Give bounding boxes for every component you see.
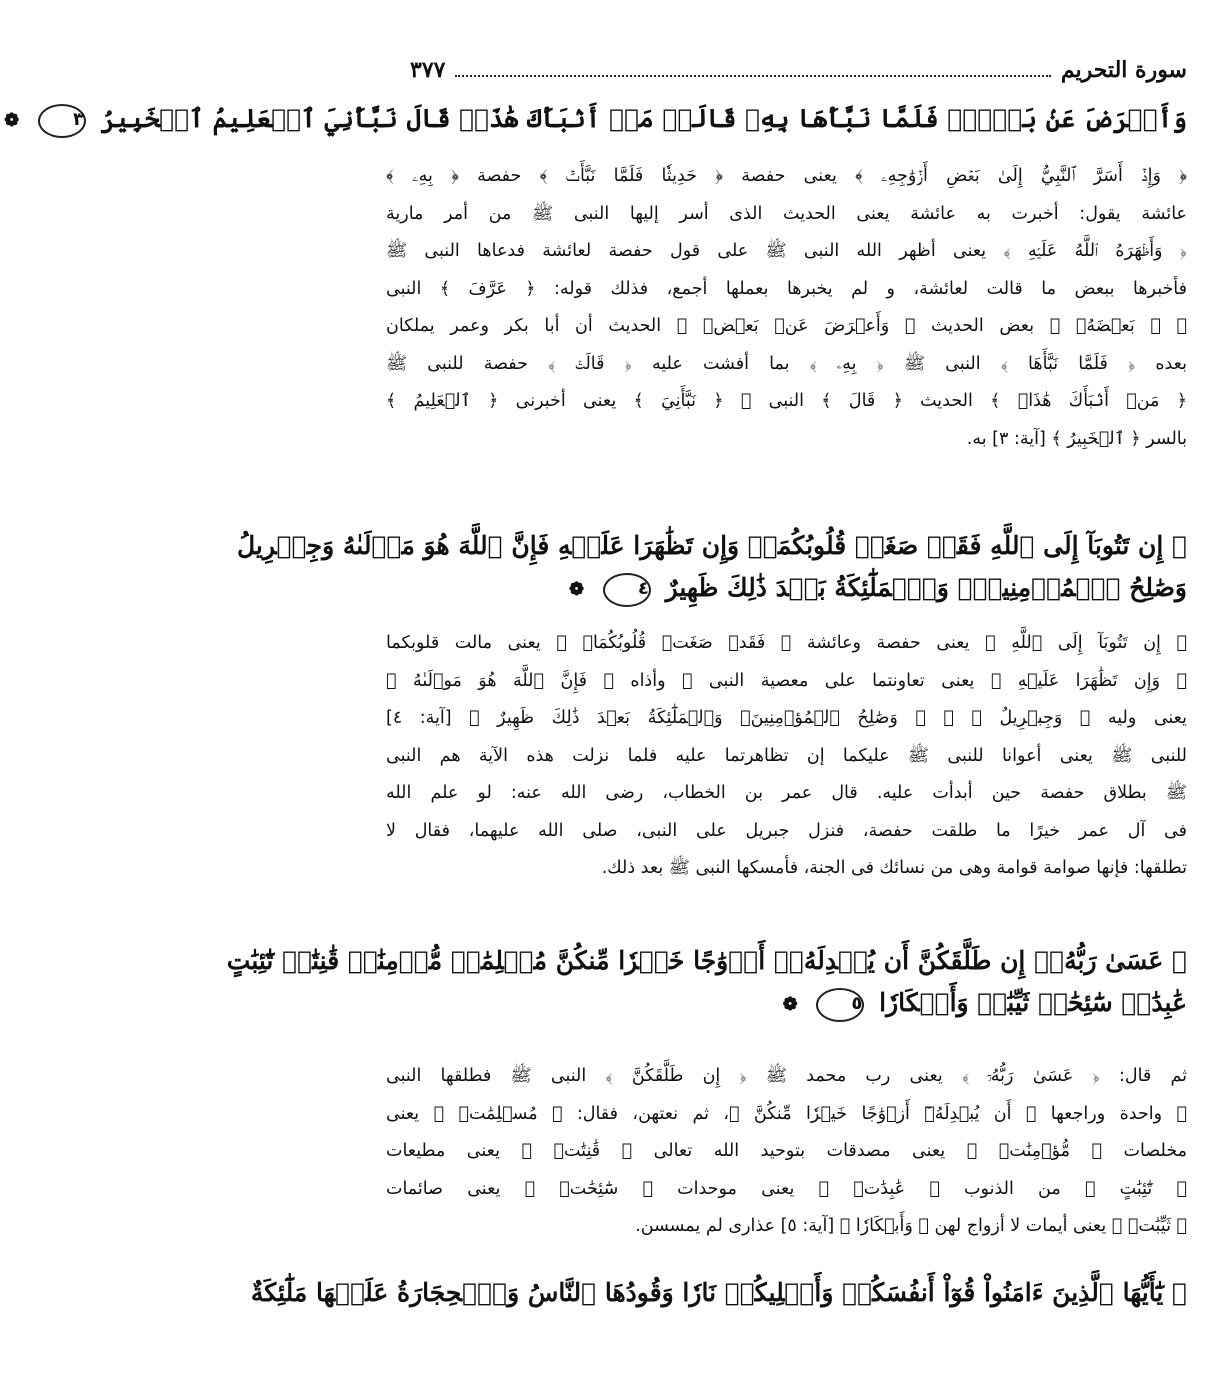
tafsir-line: ﴿ وَإِذۡ أَسَرَّ ٱلنَّبِيُّ إِلَىٰ بَعۡضِ أَزۡوَٰجِهِۦ ﴾ يعنى حفصة ﴿ حَدِيثٗا فَلَمَّا نَبَّأَتۡ ﴾ حفصة ﴿ بِهِۦ ﴾	[386, 166, 1187, 186]
tafsir-line: ﴿ إِن تَتُوبَآ إِلَى ٱللَّهِ ﴾ يعنى حفصة وعائشة ﴿ فَقَدۡ صَغَتۡ قُلُوبُكُمَاۖ ﴾ يعنى مالت قلوبكما	[386, 633, 1187, 653]
quran-verse-5	[226, 940, 1187, 1026]
tafsir-line: ﷺ ﴿ بَعۡضَهُۥ ﴾ بعض الحديث ﴿ وَأَعۡرَضَ عَنۢ بَعۡضٖ ﴾ الحديث أن أبا بكر وعمر يملكان	[386, 316, 1187, 336]
tafsir-line: ﴿ وَإِن تَظَٰهَرَا عَلَيۡهِ ﴾ يعنى تعاونتما على معصية النبى ﷺ وأذاه ﴿ فَإِنَّ ٱللَّهَ هُوَ مَوۡلَىٰهُ ﴾	[386, 670, 1187, 691]
flower-ornament-icon: ❁	[782, 993, 798, 1015]
verse-line: عَٰبِدَٰتٖ سَٰٓئِحَٰتٖ ثَيِّبَٰتٖ وَأَبۡكَارٗا	[879, 988, 1187, 1017]
page-number: ٣٧٧	[410, 57, 446, 83]
tafsir-line: ﴿ وَأَظۡهَرَهُ ٱللَّهُ عَلَيۡهِ ﴾ يعنى أظهر الله النبى ﷺ على قول حفصة لعائشة فدعاها النبى ﷺ	[386, 241, 1187, 261]
flower-ornament-icon: ❁	[569, 578, 585, 600]
quran-verse-6	[250, 1272, 1187, 1314]
page-header	[410, 50, 1187, 90]
verse-line: ﴿ إِن تَتُوبَآ إِلَى ٱللَّهِ فَقَدۡ صَغَتۡ قُلُوبُكُمَاۖ وَإِن تَظَٰهَرَا عَلَيۡهِ فَإِنَّ ٱللَّهَ هُوَ مَوۡلَىٰهُ وَجِبۡرِيلُ	[236, 531, 1187, 560]
verse-line: ﴿ عَسَىٰ رَبُّهُۥٓ إِن طَلَّقَكُنَّ أَن يُبۡدِلَهُۥٓ أَزۡوَٰجًا خَيۡرٗا مِّنكُنَّ مُسۡلِمَٰتٖ مُّؤۡمِنَٰتٖ قَٰنِتَٰتٖ تَٰٓئِبَٰتٍ	[226, 946, 1187, 975]
quran-verse-4	[236, 525, 1187, 611]
tafsir-verse-4	[386, 625, 1187, 888]
ayah-number-marker: ٥	[816, 988, 864, 1022]
verse-line: ﴿ يَٰٓأَيُّهَا ٱلَّذِينَ ءَامَنُواْ قُوٓاْ أَنفُسَكُمۡ وَأَهۡلِيكُمۡ نَارٗا وَقُودُهَا ٱلنَّاسُ وَٱلۡحِجَارَةُ عَلَيۡهَا مَلَٰٓئِكَةٌ	[250, 1278, 1187, 1307]
tafsir-line: ﴿ ثَيِّبَٰتٖ ﴾ يعنى أيمات لا أزواج لهن ﴿ وَأَبۡكَارٗا ﴾ [آية: ٥] عذارى لم يمسسن.	[635, 1216, 1187, 1236]
tafsir-line: مخلصات ﴿ مُّؤۡمِنَٰتٖ ﴾ يعنى مصدقات بتوحيد الله تعالى ﴿ قَٰنِتَٰتٖ ﴾ يعنى مطيعات	[386, 1141, 1187, 1161]
tafsir-line: تطلقها: فإنها صوامة قوامة وهى من نسائك فى الجنة، فأمسكها النبى ﷺ بعد ذلك.	[601, 858, 1187, 878]
ayah-number-marker: ٣	[38, 104, 86, 138]
tafsir-line: عائشة يقول: أخبرت به عائشة يعنى الحديث الذى أسر إليها النبى ﷺ من أمر مارية	[386, 203, 1187, 224]
quran-verse-3	[4, 98, 1187, 142]
tafsir-line: ﴿ تَٰٓئِبَٰتٍ ﴾ من الذنوب ﴿ عَٰبِدَٰتٖ ﴾ يعنى موحدات ﴿ سَٰٓئِحَٰتٖ ﴾ يعنى صائمات	[386, 1178, 1187, 1199]
book-page	[4, 0, 1217, 1374]
tafsir-line: يعنى وليه ﴿ وَجِبۡرِيلُ ﴾ ﷺ ﴿ وَصَٰلِحُ ٱلۡمُؤۡمِنِينَۖ وَٱلۡمَلَٰٓئِكَةُ بَعۡدَ ذَٰلِكَ ظَهِيرٌ ﴾ [آية: ٤]	[386, 708, 1187, 728]
tafsir-line: ثم قال: ﴿ عَسَىٰ رَبُّهُۥٓ ﴾ يعنى رب محمد ﷺ ﴿ إِن طَلَّقَكُنَّ ﴾ النبى ﷺ فطلقها النبى	[386, 1066, 1187, 1086]
tafsir-verse-5	[386, 1058, 1187, 1246]
tafsir-line: ﷺ واحدة وراجعها ﴿ أَن يُبۡدِلَهُۥٓ أَزۡوَٰجًا خَيۡرٗا مِّنكُنَّ ﴾، ثم نعتهن، فقال: ﴿ مُسۡلِمَٰتٖ ﴾ يعنى	[386, 1103, 1187, 1124]
tafsir-line: فى آل عمر خيرًا ما طلقت حفصة، فنزل جبريل على النبى، صلى الله عليهما، فقال لا	[386, 820, 1187, 841]
tafsir-line: بالسر ﴿ ٱلۡخَبِيرُ ﴾ [آية: ٣] به.	[966, 428, 1187, 449]
ayah-number-marker: ٤	[603, 573, 651, 607]
header-dotted-leader	[455, 75, 1050, 77]
verse-line: وَصَٰلِحُ ٱلۡمُؤۡمِنِينَۖ وَٱلۡمَلَٰٓئِكَةُ بَعۡدَ ذَٰلِكَ ظَهِيرٌ	[665, 573, 1187, 602]
verse-text: وَأَعۡرَضَ عَنۢ بَعۡضٖۖ فَلَمَّا نَبَّأَهَا بِهِۦ قَالَتۡ مَنۡ أَنۢبَأَكَ هَٰذَاۖ قَالَ نَبَّأَنِيَ ٱلۡعَلِيمُ ٱلۡخَبِيرُ	[100, 104, 1187, 133]
tafsir-line: للنبى ﷺ يعنى أعوانا للنبى ﷺ عليكما إن تظاهرتما عليه فلما نزلت هذه الآية هم النبى	[386, 745, 1187, 766]
flower-ornament-icon: ❁	[4, 109, 20, 131]
tafsir-line: ﷺ بطلاق حفصة حين أبدأت عليه. قال عمر بن الخطاب، رضى الله عنه: لو علم الله	[386, 783, 1187, 803]
tafsir-verse-3	[386, 158, 1187, 458]
tafsir-line: بعده ﴿ فَلَمَّا نَبَّأَهَا ﴾ النبى ﷺ ﴿ بِهِۦ ﴾ بما أفشت عليه ﴿ قَالَتۡ ﴾ حفصة للنبى ﷺ	[386, 353, 1187, 374]
tafsir-line: فأخبرها ببعض ما قالت لعائشة، و لم يخبرها بعملها أجمع، فذلك قوله: ﴿ عَرَّفَ ﴾ النبى	[386, 278, 1187, 299]
tafsir-line: ﴿ مَنۡ أَنۢبَأَكَ هَٰذَاۖ ﴾ الحديث ﴿ قَالَ ﴾ النبى ﷺ ﴿ نَبَّأَنِيَ ﴾ يعنى أخبرنى ﴿ ٱلۡعَلِيمُ ﴾	[386, 391, 1187, 411]
surah-name: سورة التحريم	[1060, 57, 1187, 83]
